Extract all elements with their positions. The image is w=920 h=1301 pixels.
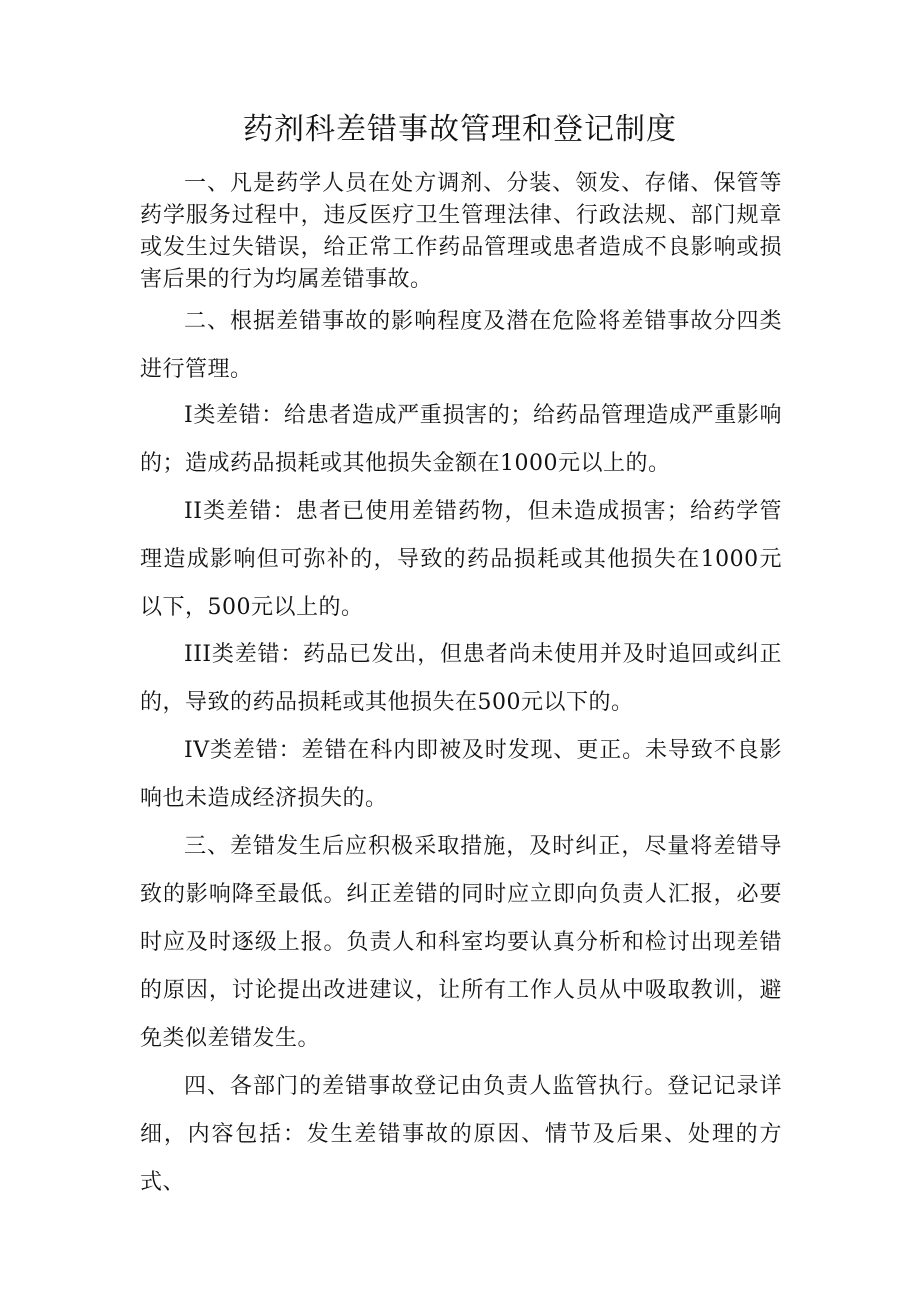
paragraph-class-i: I类差错：给患者造成严重损害的；给药品管理造成严重影响的；造成药品损耗或其他损失金额在1000元以上的。 — [140, 403, 782, 476]
paragraph-registration: 四、各部门的差错事故登记由负责人监管执行。登记记录详细，内容包括：发生差错事故的原因、情节及后果、处理的方式、 — [140, 1074, 782, 1195]
paragraph-class-ii: II类差错：患者已使用差错药物，但未造成损害；给药学管理造成影响但可弥补的，导致的药品损耗或其他损失在1000元以下，500元以上的。 — [140, 499, 782, 620]
paragraph-scope: 一、凡是药学人员在处方调剂、分装、领发、存储、保管等药学服务过程中，违反医疗卫生管理法律、行政法规、部门规章或发生过失错误，给正常工作药品管理或患者造成不良影响或损害后果的行为均属差错事故。 — [140, 171, 782, 292]
paragraph-classification: 二、根据差错事故的影响程度及潜在危险将差错事故分四类进行管理。 — [140, 309, 782, 382]
paragraph-correction: 三、差错发生后应积极采取措施，及时纠正，尽量将差错导致的影响降至最低。纠正差错的同时应立即向负责人汇报，必要时应及时逐级上报。负责人和科室均要认真分析和检讨出现差错的原因，讨论提出改进建议，让所有工作人员从中吸取教训，避免类似差错发生。 — [140, 834, 782, 1051]
paragraph-class-iv: IV类差错：差错在科内即被及时发现、更正。未导致不良影响也未造成经济损失的。 — [140, 738, 782, 811]
document-title: 药剂科差错事故管理和登记制度 — [243, 112, 677, 147]
paragraph-class-iii: III类差错：药品已发出，但患者尚未使用并及时追回或纠正的，导致的药品损耗或其他损失在500元以下的。 — [140, 642, 782, 715]
